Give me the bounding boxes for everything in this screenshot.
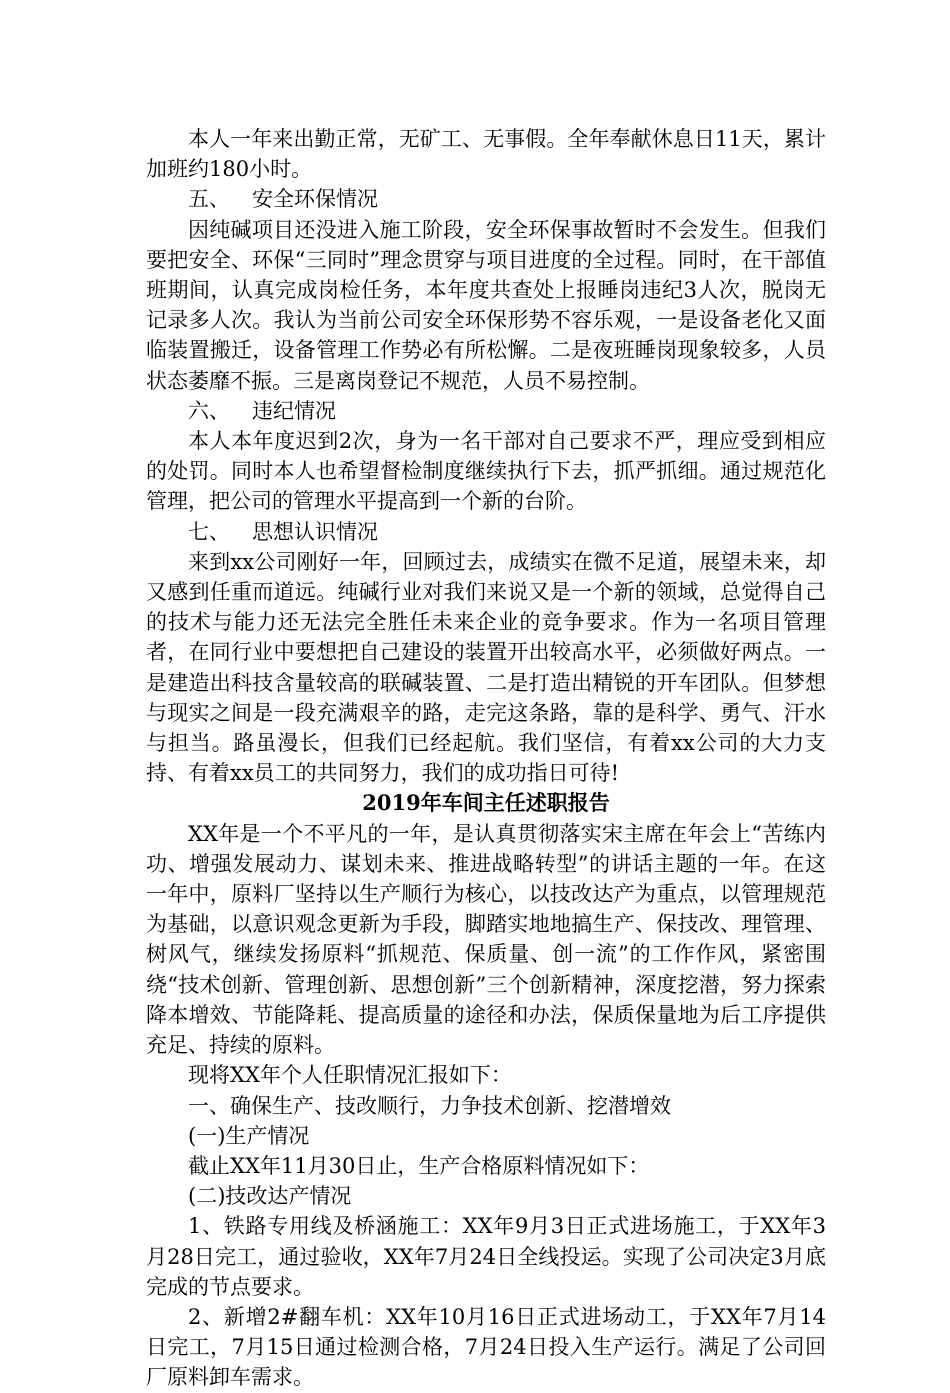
heading-safety <box>146 184 826 214</box>
heading-discipline <box>146 396 826 426</box>
paragraph-tech-heading: (二)技改达产情况 <box>188 1184 352 1209</box>
paragraph-railway: 1、铁路专用线及桥涵施工：XX年9月3日正式进场施工，于XX年3月28日完工，通过验收，XX年7月24日全线投运。实现了公司决定3月底完成的节点要求。 <box>146 1214 826 1299</box>
paragraph-report-summary: 现将XX年个人任职情况汇报如下： <box>188 1063 512 1088</box>
heading-safety-text: 安全环保情况 <box>252 187 378 212</box>
paragraph-production-heading: (一)生产情况 <box>188 1123 310 1148</box>
heading-discipline-text: 违纪情况 <box>252 398 336 423</box>
report-title: 2019年车间主任述职报告 <box>362 790 610 816</box>
paragraph-report-section-one: 一、确保生产、技改顺行，力争技术创新、挖潜增效 <box>188 1093 671 1118</box>
paragraph-safety: 因纯碱项目还没进入施工阶段，安全环保事故暂时不会发生。但我们要把安全、环保“三同时”理念贯穿与项目进度的全过程。同时，在干部值班期间，认真完成岗检任务，本年度共查处上报睡岗违纪3人次，脱岗无记录多人次。我认为当前公司安全环保形势不容乐观，一是设备老化又面临装置搬迁，设备管理工作势必有所松懈。二是夜班睡岗现象较多，人员状态萎靡不振。三是离岗登记不规范，人员不易控制。 <box>146 217 826 393</box>
heading-safety-number: 五、 <box>188 187 230 212</box>
paragraph-production: 截止XX年11月30日止，生产合格原料情况如下： <box>188 1153 650 1178</box>
paragraph-discipline: 本人本年度迟到2次，身为一名干部对自己要求不严，理应受到相应的处罚。同时本人也希望督检制度继续执行下去，抓严抓细。通过规范化管理，把公司的管理水平提高到一个新的台阶。 <box>146 429 826 514</box>
heading-thoughts-number: 七、 <box>188 519 230 544</box>
paragraph-attendance: 本人一年来出勤正常，无矿工、无事假。全年奉献休息日11天，累计加班约180小时。 <box>146 127 826 182</box>
paragraph-car-dumper: 2、新增2#翻车机：XX年10月16日正式进场动工，于XX年7月14日完工，7月15日通过检测合格，7月24日投入生产运行。满足了公司回厂原料卸车需求。 <box>146 1304 826 1390</box>
heading-thoughts <box>146 517 826 547</box>
heading-thoughts-text: 思想认识情况 <box>252 519 378 544</box>
paragraph-report-intro: XX年是一个不平凡的一年，是认真贯彻落实宋主席在年会上“苦练内功、增强发展动力、谋划未来、推进战略转型”的讲话主题的一年。在这一年中，原料厂坚持以生产顺行为核心，以技改达产为重点，以管理规范为基础，以意识观念更新为手段，脚踏实地地搞生产、保技改、理管理、树风气，继续发扬原料“抓规范、保质量、创一流”的工作作风，紧密围绕“技术创新、管理创新、思想创新”三个创新精神，深度挖潜，努力探索降本增效、节能降耗、提高质量的途径和办法，保质保量地为后工序提供充足、持续的原料。 <box>146 821 826 1058</box>
document-page <box>146 124 826 1393</box>
paragraph-thoughts: 来到xx公司刚好一年，回顾过去，成绩实在微不足道，展望未来，却又感到任重而道远。纯碱行业对我们来说又是一个新的领域，总觉得自己的技术与能力还无法完全胜任未来企业的竞争要求。作为一名项目管理者，在同行业中要想把自己建设的装置开出较高水平，必须做好两点。一是建造出科技含量较高的联碱装置、二是打造出精锐的开车团队。但梦想与现实之间是一段充满艰辛的路，走完这条路，靠的是科学、勇气、汗水与担当。路虽漫长，但我们已经起航。我们坚信，有着xx公司的大力支持、有着xx员工的共同努力，我们的成功指日可待! <box>146 549 826 786</box>
heading-discipline-number: 六、 <box>188 398 230 423</box>
